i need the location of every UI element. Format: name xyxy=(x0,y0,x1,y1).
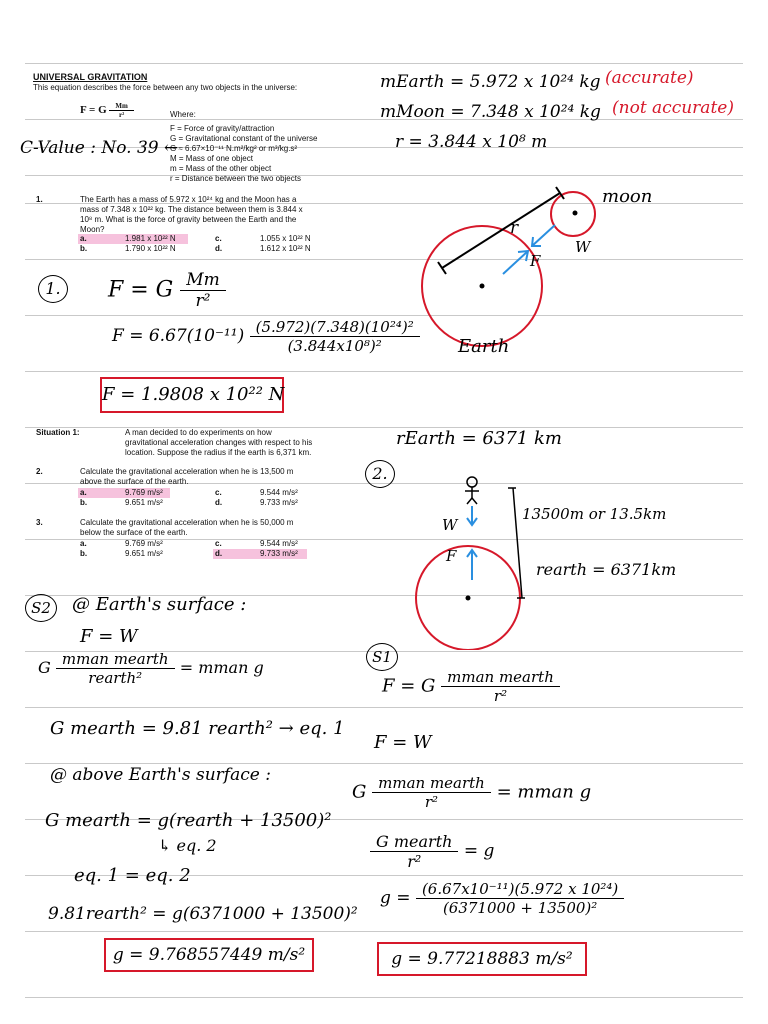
s1-line-4 xyxy=(370,832,494,871)
option-value: 9.651 m/s² xyxy=(125,549,163,558)
s1-line-1 xyxy=(382,668,560,705)
given-label: r xyxy=(395,132,404,152)
option-key: c. xyxy=(215,488,222,497)
q3-text-line: below the surface of the earth. xyxy=(80,528,188,537)
s2-line-6: ↳ eq. 2 xyxy=(158,836,217,855)
s1-line-1-denominator: r² xyxy=(493,687,508,705)
s1-line-5 xyxy=(380,880,624,917)
where-label: Where: xyxy=(170,110,196,119)
s2-line-7: eq. 1 = eq. 2 xyxy=(74,865,191,886)
s1-line-5-lhs: g = xyxy=(380,888,411,908)
earth-center-dot xyxy=(480,284,485,289)
man-leg xyxy=(467,498,472,504)
given-mass-moon xyxy=(380,102,601,122)
s2-marker: S2 xyxy=(25,594,57,622)
diagram-2-marker: 2. xyxy=(365,460,395,488)
definition-item: m = Mass of the other object xyxy=(170,164,272,173)
worksheet-intro: This equation describes the force between any two objects in the universe: xyxy=(33,83,298,92)
situation-line: A man decided to do experiments on how xyxy=(125,428,272,437)
moon-center-dot xyxy=(573,211,578,216)
given-value: = 5.972 x 10²⁴ kg xyxy=(449,72,601,92)
s1-line-3-numerator: mman mearth xyxy=(372,774,491,793)
sol1-answer-box: F = 1.9808 x 10²² N xyxy=(100,377,284,413)
s2-answer-box: g = 9.768557449 m/s² xyxy=(104,938,314,972)
s2-line-4: @ above Earth's surface : xyxy=(50,765,271,785)
s1-answer-box: g = 9.77218883 m/s² xyxy=(377,942,587,976)
c-value-note xyxy=(20,138,178,158)
option-value: 9.733 m/s² xyxy=(260,498,298,507)
force-label-w: W xyxy=(575,238,591,256)
sol1-formula-lhs: F = G xyxy=(108,277,174,303)
height-label: 13500m or 13.5km xyxy=(522,505,667,523)
q2-text-line: above the surface of the earth. xyxy=(80,477,189,486)
s1-line-3 xyxy=(352,774,591,811)
option-key: b. xyxy=(80,498,88,507)
s1-line-4-rhs: = g xyxy=(463,841,495,861)
earth-moon-diagram xyxy=(420,178,660,378)
situation-label: Situation 1: xyxy=(36,428,80,437)
s1-marker: S1 xyxy=(366,643,398,671)
s2-line-2-lhs: G xyxy=(38,658,51,677)
situation-line: location. Suppose the radius if the earth is 6,371 km. xyxy=(125,448,312,457)
sol1-substitution-numerator: (5.972)(7.348)(10²⁴)² xyxy=(250,318,420,337)
option-key: a. xyxy=(80,488,87,497)
q3-number: 3. xyxy=(36,518,43,527)
q2-text-line: Calculate the gravitational acceleration when he is 13,500 m xyxy=(80,467,294,476)
q1-option-a xyxy=(78,234,188,244)
q1-number: 1. xyxy=(36,195,43,204)
option-value: 1.055 x 10²² N xyxy=(260,234,311,243)
sol1-substitution-lhs: F = 6.67(10⁻¹¹) xyxy=(112,326,245,346)
q1-text xyxy=(80,195,303,235)
option-key: d. xyxy=(215,244,223,253)
c-value-text: C-Value : No. 39 xyxy=(20,138,159,158)
option-value: 9.769 m/s² xyxy=(125,539,163,548)
s1-line-4-numerator: G mearth xyxy=(370,832,458,852)
q1-text-line: mass of 7.348 x 10²² kg. The distance between them is 3.844 x xyxy=(80,205,303,214)
s2-title: @ Earth's surface : xyxy=(72,594,247,615)
s1-line-2: F = W xyxy=(374,732,432,753)
man-head xyxy=(467,477,477,487)
option-value: 1.790 x 10²² N xyxy=(125,244,176,253)
q3-text-line: Calculate the gravitational acceleration when he is 50,000 m xyxy=(80,518,294,527)
s2-line-5: G mearth = g(rearth + 13500)² xyxy=(45,810,332,831)
q1-text-line: Moon? xyxy=(80,225,105,234)
given-label: mEarth xyxy=(380,72,445,92)
force-arrow-w xyxy=(532,225,555,246)
definition-item: G = Gravitational constant of the universe xyxy=(170,134,318,143)
given-distance xyxy=(395,132,547,152)
option-key: d. xyxy=(215,549,223,558)
s2-line-2 xyxy=(38,650,264,687)
s1-line-1-numerator: mman mearth xyxy=(441,668,560,687)
s1-line-3-rhs: = mman g xyxy=(496,781,592,803)
moon-label: moon xyxy=(602,186,653,207)
definitions-list xyxy=(170,124,317,184)
option-value: 9.733 m/s² xyxy=(260,549,298,558)
s2-line-2-denominator: rearth² xyxy=(88,669,143,687)
force-label-w: W xyxy=(442,516,458,534)
force-arrow-f xyxy=(503,251,528,274)
man-leg xyxy=(472,498,477,504)
accurate-note: (accurate) xyxy=(605,68,694,88)
sol1-substitution-denominator: (3.844x10⁸)² xyxy=(287,337,382,355)
q1-text-line: The Earth has a mass of 5.972 x 10²⁴ kg and the Moon has a xyxy=(80,195,297,204)
s2-line-3: G mearth = 9.81 rearth² → eq. 1 xyxy=(50,718,345,739)
given-mass-earth xyxy=(380,72,601,92)
s2-line-2-numerator: mman mearth xyxy=(56,650,175,669)
solution-1-marker: 1. xyxy=(38,275,68,303)
definition-item: M = Mass of one object xyxy=(170,154,253,163)
option-key: b. xyxy=(80,244,88,253)
option-value: 1.981 x 10²² N xyxy=(125,234,176,243)
worksheet-title: UNIVERSAL GRAVITATION xyxy=(33,72,148,82)
sol1-formula-numerator: Mm xyxy=(180,270,226,291)
given-value: = 3.844 x 10⁸ m xyxy=(408,132,548,152)
s1-line-4-denominator: r² xyxy=(407,852,422,871)
formula-numerator: Mm xyxy=(109,102,133,111)
man-earth-diagram xyxy=(410,470,535,650)
given-value: = 7.348 x 10²⁴ kg xyxy=(450,102,601,122)
not-accurate-note: (not accurate) xyxy=(612,98,734,118)
option-key: a. xyxy=(80,234,87,243)
definition-item: F = Force of gravity/attraction xyxy=(170,124,275,133)
earth-radius-note: rEarth = 6371 km xyxy=(396,428,562,449)
s1-line-5-numerator: (6.67x10⁻¹¹)(5.972 x 10²⁴) xyxy=(416,880,624,899)
option-key: c. xyxy=(215,539,222,548)
earth-radius-label: rearth = 6371km xyxy=(536,560,677,579)
sol1-formula xyxy=(108,270,226,311)
formula-denominator: r² xyxy=(119,111,125,119)
q2-option-a xyxy=(78,488,170,498)
option-value: 1.612 x 10²² N xyxy=(260,244,311,253)
sol1-formula-denominator: r² xyxy=(195,291,211,311)
situation-line: gravitational acceleration changes with respect to his xyxy=(125,438,313,447)
given-label: mMoon xyxy=(380,102,445,122)
option-key: c. xyxy=(215,234,222,243)
option-key: d. xyxy=(215,498,223,507)
q2-number: 2. xyxy=(36,467,43,476)
s1-line-1-lhs: F = G xyxy=(382,675,436,697)
option-key: b. xyxy=(80,549,88,558)
s2-line-8: 9.81rearth² = g(6371000 + 13500)² xyxy=(48,904,358,924)
force-label-f: F xyxy=(530,252,541,270)
distance-tick xyxy=(438,262,446,274)
s2-line-1: F = W xyxy=(80,626,138,647)
arrow-left-icon: ← xyxy=(164,138,179,158)
formula-lhs: F = G xyxy=(80,104,107,117)
gravitation-formula xyxy=(80,102,134,119)
q1-text-line: 10⁸ m. What is the force of gravity between the Earth and the xyxy=(80,215,297,224)
definition-item: r = Distance between the two objects xyxy=(170,174,301,183)
distance-label-r: r xyxy=(510,218,519,238)
option-value: 9.544 m/s² xyxy=(260,539,298,548)
earth-center-dot xyxy=(466,596,471,601)
option-value: 9.651 m/s² xyxy=(125,498,163,507)
earth-label: Earth xyxy=(458,336,510,357)
s2-line-2-rhs: = mman g xyxy=(179,658,264,677)
s1-line-3-lhs: G xyxy=(352,781,367,803)
sol1-substitution xyxy=(112,318,420,355)
situation-text xyxy=(125,428,312,458)
q3-text xyxy=(80,518,293,538)
definition-item: G ≈ 6.67×10⁻¹¹ N.m²/kg² or m³/kg.s² xyxy=(170,144,298,153)
option-value: 9.544 m/s² xyxy=(260,488,298,497)
s1-line-3-denominator: r² xyxy=(424,793,439,811)
option-value: 9.769 m/s² xyxy=(125,488,163,497)
option-key: a. xyxy=(80,539,87,548)
q3-option-d xyxy=(213,549,307,559)
q2-text xyxy=(80,467,293,487)
force-label-f: F xyxy=(446,547,457,565)
s1-line-5-denominator: (6371000 + 13500)² xyxy=(442,899,598,917)
